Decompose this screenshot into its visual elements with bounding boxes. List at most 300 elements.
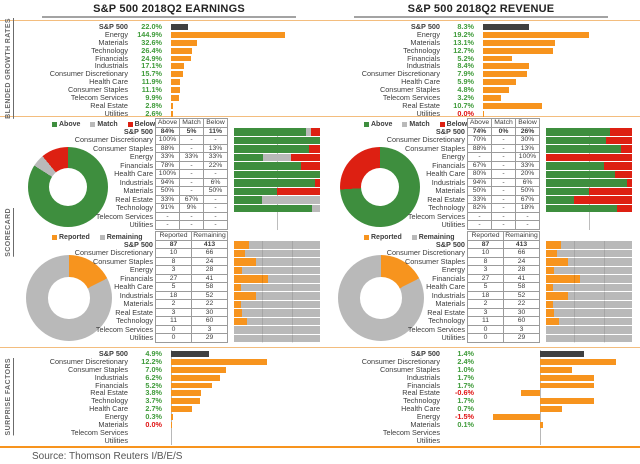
column-header: Remaining [503,231,540,241]
value-label: 8.3% [457,22,474,31]
bar-row [328,86,632,94]
score-rows [16,119,320,230]
table-cell: 22 [191,299,228,309]
table-cell: 18 [155,291,192,301]
category-label: Real Estate [402,388,440,398]
axis-line [540,413,541,421]
table-cell: 5 [467,282,504,292]
value-label: 3.8% [145,388,162,398]
value-label [128,437,164,445]
stacked-bar-segment [262,196,320,204]
column-header: Reported [155,231,192,241]
bar-area [483,39,632,47]
category-label: Financials [432,160,465,170]
stacked-bar-segment [546,128,610,136]
stacked-bar-segment [546,335,632,343]
section-surprise-factors [0,347,640,446]
stacked-bar [234,301,320,309]
bar-row [16,70,320,78]
stacked-bar [546,154,632,162]
section-label-scorecard-text: SCORECARD [4,207,12,257]
bar [493,414,541,420]
table-cell: - [155,212,180,222]
bar-row [16,86,320,94]
table-cell: 3 [467,265,504,275]
table-cell: - [179,161,204,171]
stacked-bar-segment [568,258,633,266]
stacked-bar-segment [574,196,632,204]
table-cell: 24 [191,257,228,267]
value-label: 6.2% [145,372,162,382]
stacked-bar-area [234,241,320,250]
score-rows [16,232,320,343]
value-label: 0.0% [145,420,162,430]
category-label: Telecom Services [95,211,153,221]
stacked-bar-segment [301,162,320,170]
category-label: Materials [435,299,465,308]
bar [483,103,542,109]
bar-area [171,86,320,94]
section-scorecard [0,117,640,347]
category-label: Materials [123,299,153,308]
section-label-scorecard [0,117,16,347]
bar-area [171,78,320,86]
tick-line [604,283,605,292]
stacked-bar-segment [234,309,242,317]
stacked-bar-segment [546,241,561,249]
tick-line [292,266,293,275]
stacked-bar-segment [234,179,315,187]
bar [171,87,180,93]
bar-area [483,437,632,445]
table-cell: 0% [491,127,516,137]
category-label: Utilities [416,108,440,118]
bar-row [16,102,320,110]
bar [483,63,529,69]
table-cell: 100% [155,135,180,145]
stacked-bar-area [234,283,320,292]
stacked-bar-segment [242,309,320,317]
table-cell: 67% [467,161,492,171]
bar-row [16,31,320,39]
table-cell: 413 [191,240,228,250]
table-row [16,221,320,230]
value-label: 5.9% [457,77,474,87]
category-label: Telecom Services [407,324,465,334]
table-cell: 28 [503,265,540,275]
stacked-bar-segment [234,205,312,213]
category-label: Utilities [129,333,153,342]
bar-row [16,389,320,397]
bar-row [328,429,632,437]
stacked-bar [546,162,632,170]
bar [171,63,184,69]
stacked-bar [546,196,632,204]
earnings-title: S&P 500 2018Q2 EARNINGS [42,3,296,18]
bar-area [483,389,632,397]
stacked-bar-segment [561,241,632,249]
stacked-bar [234,309,320,317]
category-label: Technology [403,396,440,406]
stacked-bar-segment [247,318,320,326]
axis-line [540,389,541,397]
bar-row [16,39,320,47]
category-label: Health Care [89,404,128,414]
bar-row [16,374,320,382]
stacked-bar [234,267,320,275]
bar-header-spacer [546,119,632,128]
table-cell: - [515,212,540,222]
bar-area [483,70,632,78]
table-cell: - [203,135,228,145]
section-blended-growth-rates [0,20,640,117]
bar [171,406,192,412]
stacked-bar-segment [241,284,320,292]
tick-line [604,300,605,309]
category-label: Materials [435,186,465,195]
stacked-bar-segment [263,154,292,162]
category-label: Consumer Discretionary [49,69,128,79]
table-cell: 29 [503,333,540,343]
stacked-bar-segment [234,171,320,179]
category-label: Consumer Staples [67,364,128,374]
category-label: Consumer Discretionary [361,356,440,366]
tick-line [604,275,605,284]
bar-header-spacer [234,232,320,241]
revenue-scorecard-column [328,117,634,347]
table-cell: 11 [467,316,504,326]
tick-line [574,283,575,292]
tick-line [262,326,263,335]
value-label: -1.5% [454,412,474,422]
value-label: -0.6% [454,388,474,398]
bar-area [171,397,320,405]
category-label: Utilities [129,220,153,229]
bar [540,367,572,373]
table-cell: 2 [467,299,504,309]
bar [483,79,516,85]
category-label: Telecom Services [70,93,128,103]
legend-label: Above [59,121,81,128]
tick-line [604,258,605,267]
category-label: Energy [104,29,128,39]
earnings-reported-chart [16,230,322,347]
stacked-bar [234,171,320,179]
column-header: Remaining [191,231,228,241]
value-label: 1.7% [457,372,474,382]
stacked-bar-segment [241,301,320,309]
legend-label: Reported [371,234,402,241]
bar-row [16,405,320,413]
value-label: 0.0% [457,108,474,118]
stacked-bar-segment [553,301,632,309]
revenue-reported-chart [328,230,634,347]
table-cell: - [491,212,516,222]
tick-line [574,326,575,335]
tick-line [292,241,293,250]
bar-row [16,421,320,429]
table-cell: 24 [503,257,540,267]
table-cell: 66 [191,248,228,258]
bar-rows [328,350,632,445]
value-label: 8.4% [457,61,474,71]
bar-area [483,23,632,31]
section-label-growth [0,18,16,119]
bar-header-spacer [546,232,632,241]
value-label: 19.2% [453,29,474,39]
stacked-bar [234,188,320,196]
table-cell: 52 [503,291,540,301]
stacked-bar [234,292,320,300]
bar [521,390,540,396]
value-label: 26.4% [141,45,162,55]
stacked-bar-segment [256,292,320,300]
bar [540,375,594,381]
category-label: Industrials [406,61,440,71]
value-label: 0.3% [145,412,162,422]
stacked-bar-area [546,300,632,309]
bar-row [16,358,320,366]
stacked-bar-area [234,249,320,258]
stacked-bar-area [234,309,320,318]
stacked-bar-area [234,179,320,188]
table-cell: 74% [467,127,492,137]
table-cell: 66 [503,248,540,258]
stacked-bar [546,188,632,196]
bar-row [328,366,632,374]
bar-area [171,47,320,55]
category-label: S&P 500 [410,22,440,31]
earnings-panel-header [16,0,322,20]
stacked-bar-segment [311,128,320,136]
stacked-bar-segment [234,284,241,292]
stacked-bar-segment [245,250,320,258]
tick-line [262,317,263,326]
value-label: 17.1% [141,61,162,71]
bar-row [328,358,632,366]
stacked-bar-area [546,249,632,258]
table-cell: 413 [503,240,540,250]
bar-area [483,382,632,390]
category-label: S&P 500 [410,349,440,358]
header [0,0,640,20]
bar-row [328,382,632,390]
bar-row [328,39,632,47]
bar [483,111,484,117]
table-cell: 100% [515,152,540,162]
stacked-bar-area [546,334,632,343]
tick-line [574,292,575,301]
stacked-bar-segment [546,145,621,153]
bar-area [483,429,632,437]
stacked-bar-segment [546,258,568,266]
stacked-bar-area [546,196,632,205]
tick-line [574,249,575,258]
stacked-bar-area [234,196,320,205]
category-label: Utilities [104,435,128,445]
table-cell: 10 [467,248,504,258]
table-cell: 3 [503,325,540,335]
category-label: Financials [120,160,153,170]
bar-area [483,31,632,39]
tick-line [604,292,605,301]
stacked-bar [546,179,632,187]
column-header: Above [467,118,492,128]
table-cell: 33% [179,152,204,162]
table-cell: 33% [155,195,180,205]
category-label: Telecom Services [382,427,440,437]
tick-line [292,326,293,335]
stacked-bar-segment [546,267,554,275]
table-cell: 27 [467,274,504,284]
category-label: S&P 500 [435,239,465,249]
value-label: 7.0% [145,364,162,374]
bar [483,56,512,62]
table-cell: - [203,203,228,213]
category-label: Energy [441,265,465,274]
table-cell: 33% [203,152,228,162]
bar [483,71,527,77]
value-label: 15.7% [141,69,162,79]
category-label: Technology [116,203,153,212]
stacked-bar-area [234,300,320,309]
revenue-growth-chart [328,21,634,116]
stacked-bar [234,205,320,213]
bar-row [328,31,632,39]
stacked-bar-segment [249,241,320,249]
bar [540,359,616,365]
tick-line [604,249,605,258]
value-label: 1.0% [457,364,474,374]
table-cell: 9% [179,203,204,213]
value-label: 13.1% [453,37,474,47]
table-row [328,221,632,230]
stacked-bar-area [234,153,320,162]
table-cell: 13% [515,144,540,154]
table-cell: 18 [467,291,504,301]
table-cell: - [179,144,204,154]
bar [171,111,173,117]
bar [171,390,201,396]
bar-area [483,94,632,102]
tick-line [604,309,605,318]
stacked-bar-segment [234,128,306,136]
table-row [16,334,320,343]
stacked-bar-segment [546,188,589,196]
stacked-bar [234,258,320,266]
bar-area [483,350,632,358]
value-label: 1.7% [457,380,474,390]
legend-label: Remaining [106,234,143,241]
bar-row [328,70,632,78]
category-label: Real Estate [90,388,128,398]
stacked-bar [546,250,632,258]
value-label: 1.4% [457,349,474,358]
value-label: 0.7% [457,404,474,414]
bar [171,95,179,101]
stacked-bar [546,213,632,221]
table-cell: 70% [467,135,492,145]
stacked-bar [546,292,632,300]
category-label: Telecom Services [95,324,153,334]
stacked-bar-segment [546,205,617,213]
bar [171,398,200,404]
bar-area [171,350,320,358]
value-label: 11.9% [141,77,162,87]
stacked-bar-segment [559,318,632,326]
stacked-bar-segment [546,154,632,162]
table-cell: - [179,220,204,230]
tick-line [262,249,263,258]
bar [171,422,172,428]
value-label: 3.7% [145,396,162,406]
table-cell: 82% [467,203,492,213]
category-label: Real Estate [90,100,128,110]
table-cell: 87 [467,240,504,250]
bar-row [16,47,320,55]
value-label: 2.4% [457,356,474,366]
stacked-bar-area [234,170,320,179]
category-label: Consumer Staples [92,256,153,266]
stacked-bar-area [234,136,320,145]
stacked-bar [546,284,632,292]
stacked-bar-area [234,187,320,196]
stacked-bar-area [546,275,632,284]
table-cell: 6% [203,178,228,188]
stacked-bar-area [234,162,320,171]
tick-line [574,241,575,250]
category-label: Health Care [114,282,153,291]
bar-area [171,413,320,421]
category-label: Energy [129,265,153,274]
table-cell: - [491,169,516,179]
bar-row [16,413,320,421]
section-label-surprise-text: SURPRISE FACTORS [4,358,12,436]
bar-area [171,94,320,102]
bar-row [328,397,632,405]
value-label: 12.2% [141,356,162,366]
bar-area [171,437,320,445]
table-cell: 3 [467,308,504,318]
bar-row [16,55,320,63]
stacked-bar [546,258,632,266]
earnings-scorecard-column [16,117,322,347]
stacked-bar-segment [568,292,632,300]
tick-line [262,292,263,301]
bar [483,95,501,101]
stacked-bar-segment [234,250,245,258]
category-label: S&P 500 [98,22,128,31]
bar-rows [16,23,320,118]
bar-header-spacer [234,119,320,128]
category-label: Consumer Discretionary [74,135,153,144]
stacked-bar-area [546,266,632,275]
stacked-bar [546,205,632,213]
stacked-bar-segment [546,309,554,317]
category-label: Telecom Services [382,93,440,103]
table-cell: 22 [503,299,540,309]
stacked-bar-area [546,136,632,145]
bar-row [16,366,320,374]
category-label: Health Care [114,169,153,178]
table-cell: - [491,186,516,196]
bar-row [328,374,632,382]
stacked-bar [546,241,632,249]
stacked-bar-segment [615,171,632,179]
table-cell: 8 [467,257,504,267]
table-cell: 0 [155,325,192,335]
table-cell: 26% [515,127,540,137]
